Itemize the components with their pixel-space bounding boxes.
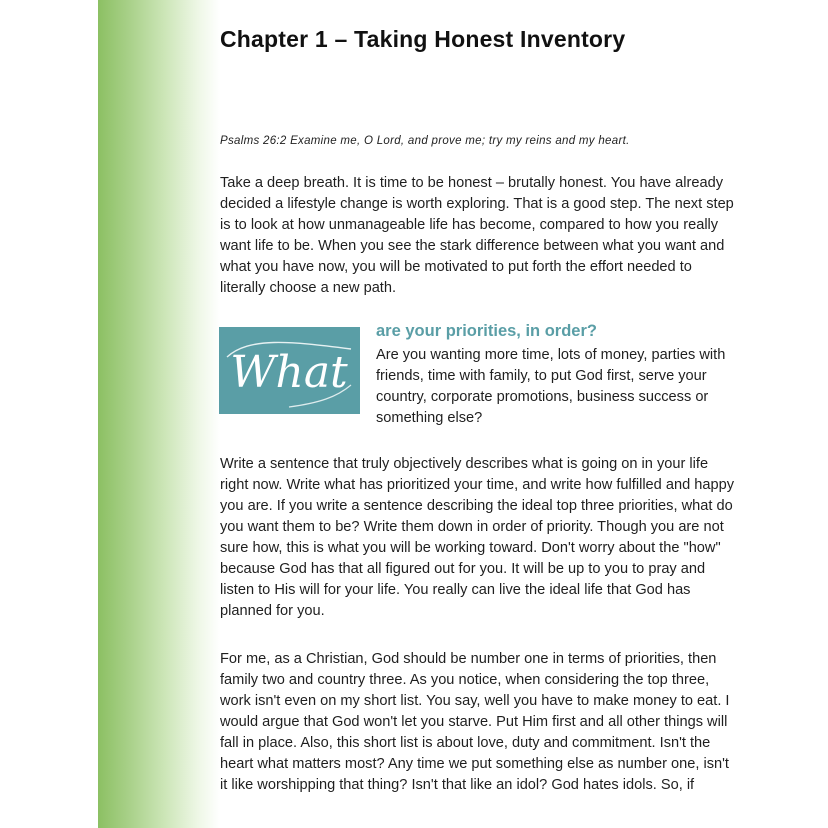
for-me-paragraph: For me, as a Christian, God should be number one in terms of priorities, then family two and country three. As you notice, when considering the top three, work isn't even on my short list. You say, well you have to make money to eat. I would argue that God won't let you starve. Put Him first and all other things will fall in place. Also, this short list is about love, duty and commitment. Isn't the heart what matters most? Any time we put something else as number one, isn't it like worshipping that thing? Isn't that like an idol? God hates idols. So, if: [220, 651, 730, 793]
side-gradient-band: [98, 0, 220, 828]
intro-paragraph: Take a deep breath. It is time to be honest – brutally honest. You have already decided a lifestyle change is worth exploring. That is a good step. The next step is to look at how unmanageable life has become, compared to how you really want life to be. When you see the stark difference between what you want and what you have now, you will be motivated to put forth the effort needed to literally choose a new path.: [220, 175, 734, 296]
callout-text: Are you wanting more time, lots of money, parties with friends, time with family, to put God first, serve your country, corporate promotions, business success or something else?: [376, 347, 726, 426]
what-script-text: What: [230, 347, 348, 398]
what-script-image: [219, 327, 360, 414]
epigraph-verse: Psalms 26:2 Examine me, O Lord, and prove me; try my reins and my heart.: [220, 135, 630, 147]
write-sentence-paragraph: Write a sentence that truly objectively describes what is going on in your life right now. Write what has prioritized your time, and write how fulfilled and happy you are. If you write a sentence describing the ideal top three priorities, what do you want them to be? Write them down in order of priority. Though you are not sure how, this is what you will be working toward. Don't worry about the "how" because God has that all figured out for you. It will be up to you to pray and listen to His will for your life. You really can live the ideal life that God has planned for you.: [220, 456, 735, 619]
callout-heading: are your priorities, in order?: [376, 322, 597, 340]
chapter-title: Chapter 1 – Taking Honest Inventory: [220, 26, 626, 52]
